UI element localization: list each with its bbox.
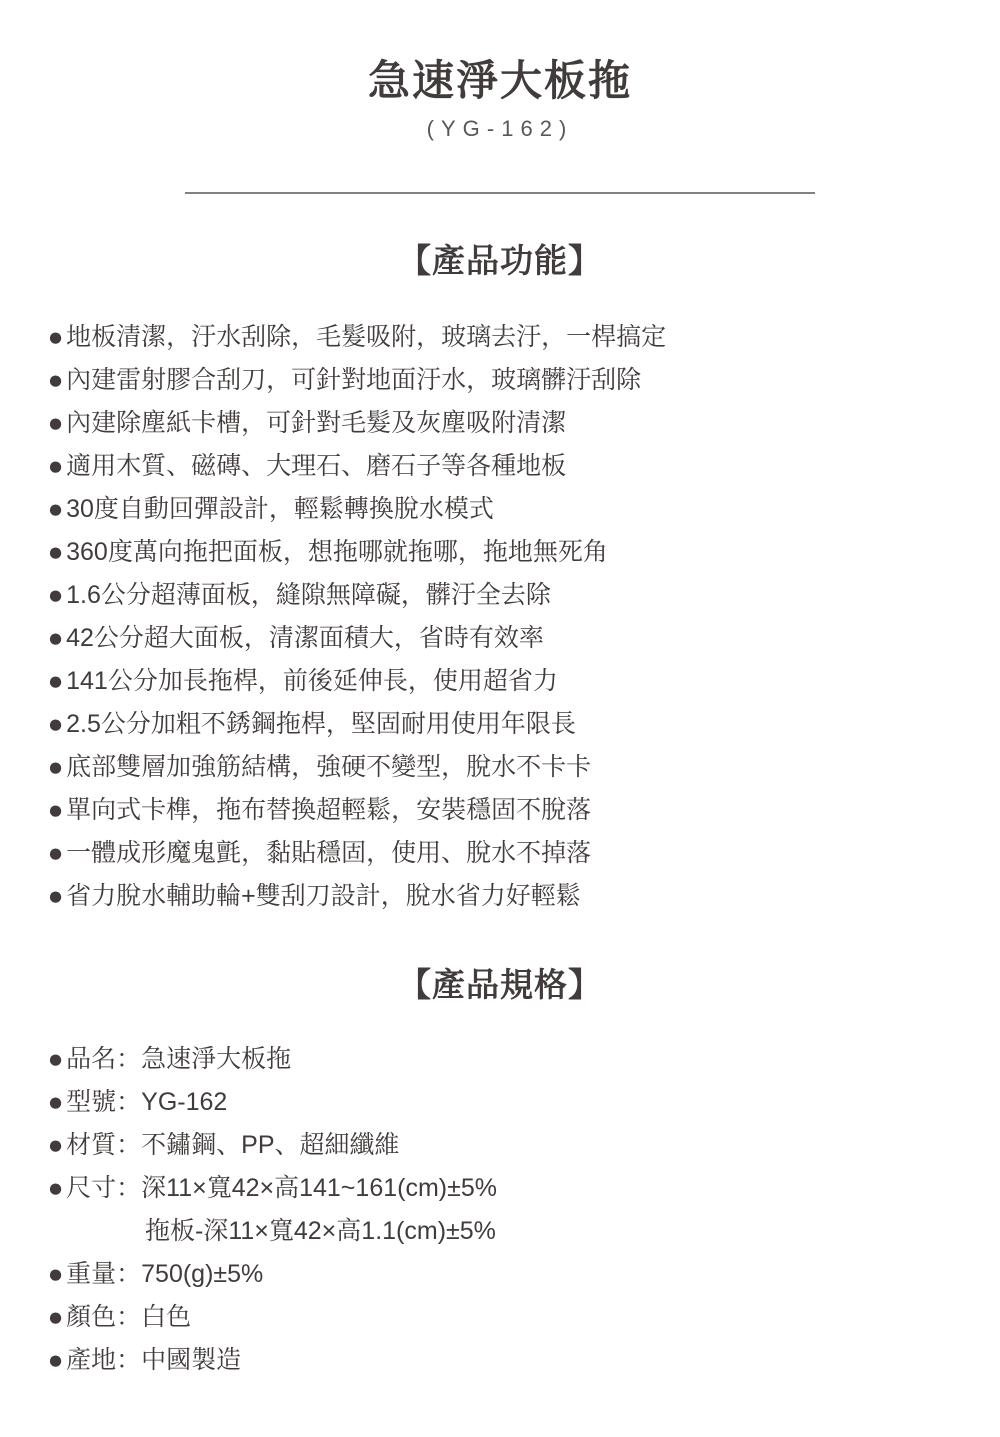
- feature-text: 360度萬向拖把面板，想拖哪就拖哪，拖地無死角: [66, 538, 608, 567]
- feature-text: 底部雙層加強筋結構，強硬不變型，脫水不卡卡: [66, 753, 592, 782]
- spec-value: YG-162: [141, 1088, 228, 1117]
- spec-item: [48, 1253, 1000, 1296]
- bullet-icon: ●: [47, 580, 64, 610]
- page-title: 急速淨大板拖: [367, 57, 632, 104]
- feature-text: 內建雷射膠合刮刀，可針對地面汙水，玻璃髒汙刮除: [66, 366, 642, 395]
- feature-item: [48, 316, 1000, 359]
- feature-item: [48, 832, 1000, 875]
- feature-text: 省力脫水輔助輪+雙刮刀設計，脫水省力好輕鬆: [66, 882, 581, 911]
- feature-item: [48, 617, 1000, 660]
- spec-item: [48, 1038, 1000, 1081]
- spec-colon: ：: [116, 1045, 142, 1074]
- bullet-icon: ●: [47, 623, 64, 653]
- feature-text: 單向式卡榫，拖布替換超輕鬆，安裝穩固不脫落: [66, 796, 592, 825]
- feature-item: [48, 875, 1000, 918]
- feature-text: 適用木質、磁磚、大理石、磨石子等各種地板: [66, 452, 567, 481]
- spec-value: 750(g)±5%: [141, 1260, 264, 1289]
- feature-text: 42公分超大面板，清潔面積大，省時有效率: [66, 624, 544, 653]
- spec-colon: ：: [116, 1088, 142, 1117]
- specs-list: [48, 1038, 1000, 1382]
- bullet-icon: ●: [47, 1345, 64, 1375]
- bullet-icon: ●: [47, 881, 64, 911]
- feature-item: [48, 531, 1000, 574]
- bullet-icon: ●: [47, 408, 64, 438]
- feature-item: [48, 574, 1000, 617]
- spec-value: 中國製造: [141, 1346, 242, 1375]
- bullet-icon: ●: [47, 666, 64, 696]
- feature-item: [48, 703, 1000, 746]
- feature-text: 141公分加長拖桿，前後延伸長，使用超省力: [66, 667, 558, 696]
- feature-text: 2.5公分加粗不銹鋼拖桿，堅固耐用使用年限長: [66, 710, 576, 739]
- spec-value: 急速淨大板拖: [141, 1045, 292, 1074]
- spec-label: 材質: [66, 1131, 117, 1160]
- spec-label: 型號: [66, 1088, 117, 1117]
- spec-value: 白色: [141, 1303, 192, 1332]
- bullet-icon: ●: [47, 709, 64, 739]
- bullet-icon: ●: [47, 365, 64, 395]
- bullet-icon: ●: [47, 1259, 64, 1289]
- spec-label: 顏色: [66, 1303, 117, 1332]
- bullet-icon: ●: [47, 1173, 64, 1203]
- bullet-icon: ●: [47, 494, 64, 524]
- model-number: (YG-162): [426, 116, 574, 142]
- feature-text: 內建除塵紙卡槽，可針對毛髮及灰塵吸附清潔: [66, 409, 567, 438]
- spec-colon: ：: [116, 1174, 142, 1203]
- spec-label: 重量: [66, 1260, 117, 1289]
- spec-value-continuation: 拖板-深11×寬42×高1.1(cm)±5%: [145, 1217, 496, 1246]
- spec-item: [48, 1081, 1000, 1124]
- spec-colon: ：: [116, 1346, 142, 1375]
- feature-text: 1.6公分超薄面板，縫隙無障礙，髒汙全去除: [66, 581, 551, 610]
- feature-text: 一體成形魔鬼氈，黏貼穩固，使用、脫水不掉落: [66, 839, 592, 868]
- bullet-icon: ●: [47, 1087, 64, 1117]
- feature-item: [48, 746, 1000, 789]
- feature-item: [48, 789, 1000, 832]
- spec-label: 尺寸: [66, 1174, 117, 1203]
- spec-label: 品名: [66, 1045, 117, 1074]
- bullet-icon: ●: [47, 537, 64, 567]
- specs-heading: 【產品規格】: [398, 966, 602, 1004]
- features-heading: 【產品功能】: [398, 242, 602, 280]
- divider: [185, 192, 815, 194]
- spec-value: 不鏽鋼、PP、超細纖維: [141, 1131, 400, 1160]
- spec-value: 深11×寬42×高141~161(cm)±5%: [141, 1174, 497, 1203]
- spec-item: [48, 1339, 1000, 1382]
- bullet-icon: ●: [47, 838, 64, 868]
- feature-item: [48, 445, 1000, 488]
- feature-text: 地板清潔，汙水刮除，毛髮吸附，玻璃去汙，一桿搞定: [66, 323, 667, 352]
- bullet-icon: ●: [47, 795, 64, 825]
- feature-item: [48, 402, 1000, 445]
- spec-item: [48, 1124, 1000, 1167]
- bullet-icon: ●: [47, 1044, 64, 1074]
- spec-colon: ：: [116, 1131, 142, 1160]
- feature-item: [48, 359, 1000, 402]
- spec-item: [48, 1296, 1000, 1339]
- features-list: [48, 316, 1000, 918]
- bullet-icon: ●: [47, 1130, 64, 1160]
- spec-label: 產地: [66, 1346, 117, 1375]
- bullet-icon: ●: [47, 451, 64, 481]
- feature-text: 30度自動回彈設計，輕鬆轉換脫水模式: [66, 495, 494, 524]
- feature-item: [48, 488, 1000, 531]
- bullet-icon: ●: [47, 752, 64, 782]
- feature-item: [48, 660, 1000, 703]
- spec-item: [48, 1167, 1000, 1210]
- spec-colon: ：: [116, 1303, 142, 1332]
- spec-colon: ：: [116, 1260, 142, 1289]
- bullet-icon: ●: [47, 1302, 64, 1332]
- bullet-icon: ●: [47, 322, 64, 352]
